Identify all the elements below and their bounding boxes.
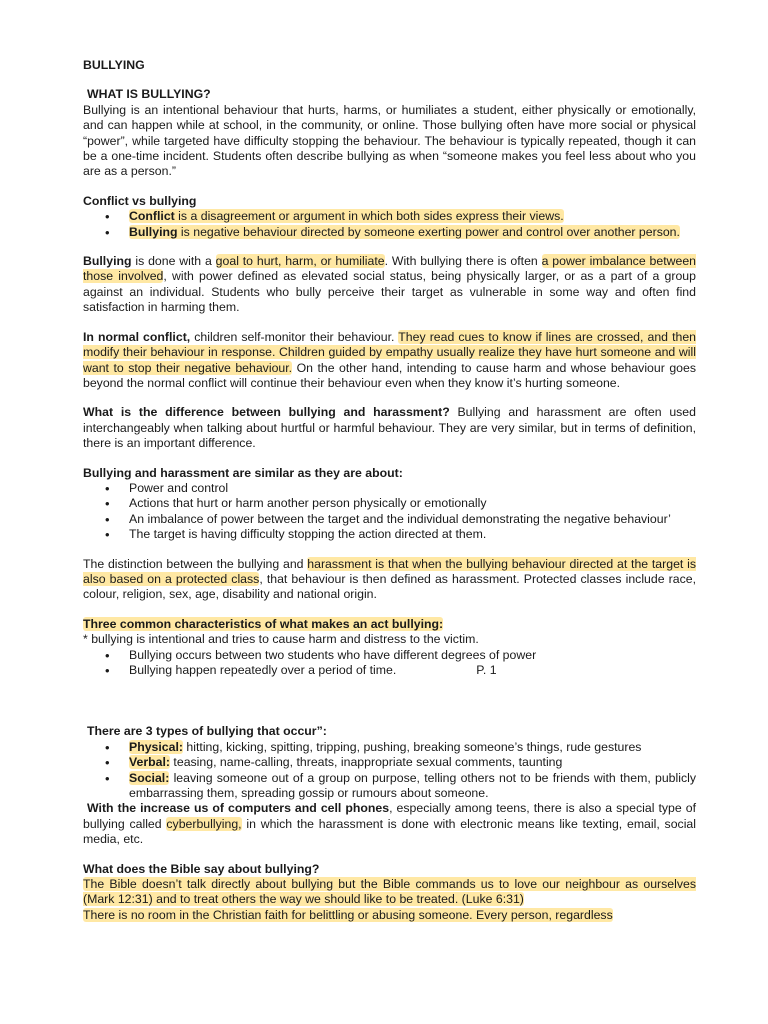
list-item: • Actions that hurt or harm another person physically or emotionally xyxy=(83,496,696,511)
bible-paragraph: The Bible doesn’t talk directly about bullying but the Bible commands us to love our neighbour as ourselves (Mark 12:31) and to treat others the way we should like to be treated. (Luke 6:31) xyxy=(83,877,696,907)
list-item: • Bullying is negative behaviour directed by someone exerting power and control over another person. xyxy=(83,225,696,240)
conflict-list xyxy=(83,209,696,240)
what-heading: WHAT IS BULLYING? xyxy=(87,87,211,102)
similar-list xyxy=(83,481,696,543)
what-body: Bullying is an intentional behaviour that hurts, harms, or humiliates a student, either physically or emotionally, and can happen while at school, in the community, or online. Those bullying often have more social or physical “power”, while targeted have difficulty stopping the behaviour. The behaviour is typically repeated, though it can be a one-time incident. Students often describe bullying as when “someone makes you feel less about who you are as a person.” xyxy=(83,102,696,179)
list-item: • Social: leaving someone out of a group on purpose, telling others not to be friends with them, publicly embarrassing them, spreading gossip or rumours about someone. xyxy=(83,771,696,802)
distinction-paragraph: The distinction between the bullying and harassment is that when the bullying behaviour directed at the target is also based on a protected class, that behaviour is then defined as harassment. Protected classes include race, colour, religion, sex, age, disability and national origin. xyxy=(83,556,696,602)
list-item: • Bullying happen repeatedly over a period of time. P. 1 xyxy=(83,663,696,678)
document-page xyxy=(83,58,696,923)
similar-heading: Bullying and harassment are similar as they are about: xyxy=(83,465,403,480)
bible-heading: What does the Bible say about bullying? xyxy=(83,861,320,876)
three-star-line: * bullying is intentional and tries to cause harm and distress to the victim. xyxy=(83,632,479,647)
list-item: • Bullying occurs between two students who have different degrees of power xyxy=(83,648,696,663)
types-heading: There are 3 types of bullying that occur”: xyxy=(87,724,327,739)
difference-paragraph: What is the difference between bullying and harassment? Bullying and harassment are often used interchangeably when talking about hurtful or harmful behaviour. They are very similar, but in terms of definition, there is an important difference. xyxy=(83,405,696,451)
three-heading: Three common characteristics of what makes an act bullying: xyxy=(83,616,444,631)
cyber-paragraph: With the increase us of computers and cell phones, especially among teens, there is also a special type of bullying called cyberbullying, in which the harassment is done with electronic means like texting, email, social media, etc. xyxy=(83,801,697,847)
list-item: • Physical: hitting, kicking, spitting, tripping, pushing, breaking someone’s things, rude gestures xyxy=(83,740,696,755)
normal-conflict-paragraph: In normal conflict, children self-monitor their behaviour. They read cues to know if lines are crossed, and then modify their behaviour in response. Children guided by empathy usually realize they have hurt someone and will want to stop their negative behaviour. On the other hand, intending to cause harm and whose behaviour goes beyond the normal conflict will continue their behaviour even when they know it’s hurting someone. xyxy=(83,329,696,390)
bullying-paragraph: Bullying is done with a goal to hurt, harm, or humiliate. With bullying there is often a power imbalance between those involved, with power defined as elevated social status, being physically larger, or as a part of a group against an individual. Students who bully perceive their target as vulnerable in some way and often find satisfaction in harming them. xyxy=(83,254,697,315)
list-item: • Verbal: teasing, name-calling, threats, inappropriate sexual comments, taunting xyxy=(83,755,696,770)
three-list xyxy=(83,648,696,679)
list-item: • An imbalance of power between the target and the individual demonstrating the negative behaviour’ xyxy=(83,512,696,527)
page-number: P. 1 xyxy=(476,663,497,677)
list-item: • The target is having difficulty stopping the action directed at them. xyxy=(83,527,696,542)
bible-paragraph-continued: There is no room in the Christian faith for belittling or abusing someone. Every person, regardless xyxy=(83,907,613,922)
list-item: • Conflict is a disagreement or argument in which both sides express their views. xyxy=(83,209,696,224)
conflict-heading: Conflict vs bullying xyxy=(83,193,197,208)
types-list xyxy=(83,740,696,802)
document-title: BULLYING xyxy=(83,58,145,72)
list-item: • Power and control xyxy=(83,481,696,496)
